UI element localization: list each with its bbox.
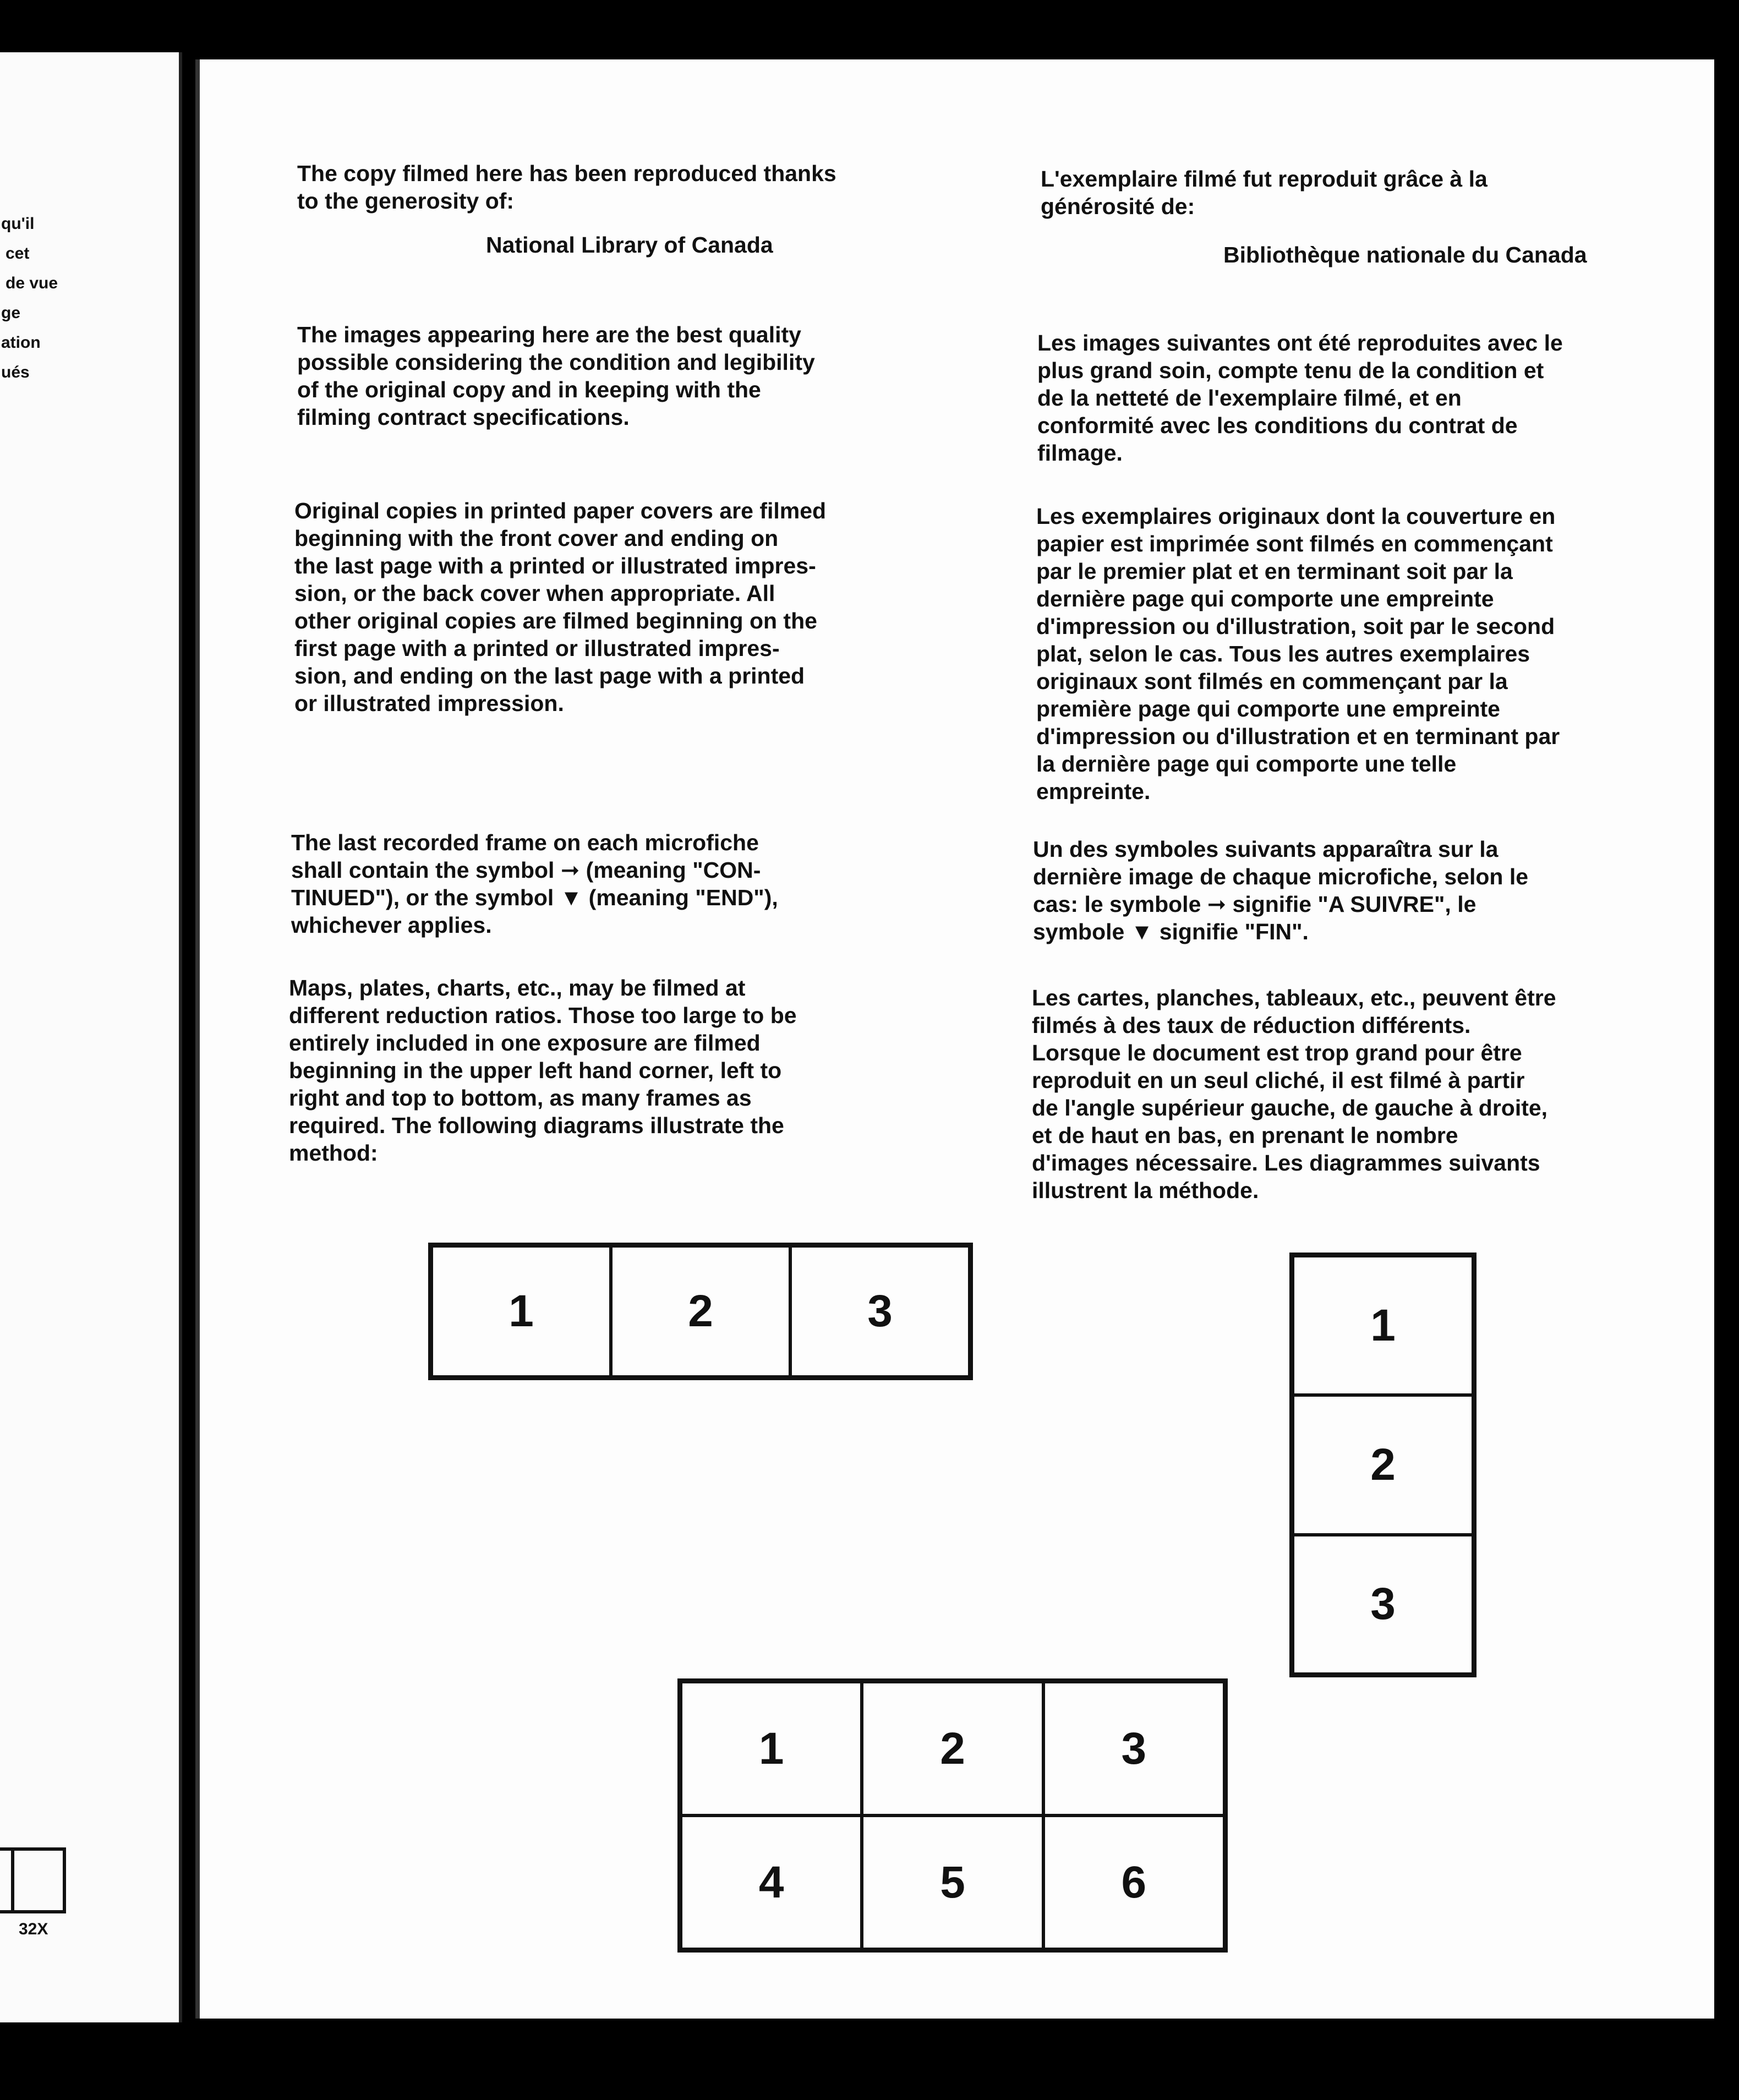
left-fragment: de vue (6, 274, 58, 292)
main-page (195, 59, 1714, 2019)
english-paragraph-5: Maps, plates, charts, etc., may be filmed at different reduction ratios. Those too large to be entirely included in one exposure are filmed beginning in the upper left hand corner, left to right and top to bottom, as many frames as required. The following diagrams illustrate the method: (289, 975, 797, 1166)
left-fragment: ation (1, 333, 41, 352)
diagram-column-cell: 1 (1293, 1256, 1473, 1395)
diagram-row-cell: 2 (611, 1246, 790, 1377)
diagram-column (1289, 1253, 1476, 1677)
french-paragraph-4: Un des symboles suivants apparaîtra sur la dernière image de chaque microfiche, selon le cas: le symbole ➞ signifie "A SUIVRE", le symbole ▼ signifie "FIN". (1033, 836, 1529, 944)
left-fragment: cet (6, 244, 30, 262)
left-resolution-box (0, 1847, 66, 1913)
french-paragraph-5: Les cartes, planches, tableaux, etc., peuvent être filmés à des taux de réduction différents. Lorsque le document est trop grand pour être reproduit en un seul cliché, il est filmé à partir de l'angle supérieur gauche, de gauche à droite, et de haut en bas, en prenant le nombre d'images nécessaire. Les diagrammes suivants illustrent la méthode. (1032, 985, 1556, 1203)
diagram-grid-cell: 4 (681, 1815, 862, 1949)
french-paragraph-2: Les images suivantes ont été reproduites avec le plus grand soin, compte tenu de la condition et de la netteté de l'exemplaire filmé, et en conformité avec les conditions du contrat de filmage. (1037, 330, 1563, 466)
french-paragraph-1: L'exemplaire filmé fut reproduit grâce à la générosité de: (1041, 166, 1488, 219)
left-resolution-label: 32X (19, 1920, 48, 1938)
diagram-grid-cell: 2 (862, 1682, 1043, 1815)
french-library-name: Bibliothèque nationale du Canada (1223, 242, 1587, 267)
diagram-column-cell: 3 (1293, 1535, 1473, 1674)
english-paragraph-1: The copy filmed here has been reproduced thanks to the generosity of: (297, 161, 836, 214)
left-fragment: ués (1, 363, 30, 381)
left-fragment: ge (1, 304, 21, 322)
left-text-fragments (0, 209, 58, 387)
diagram-grid-cell: 6 (1043, 1815, 1224, 1949)
english-paragraph-2: The images appearing here are the best quality possible considering the condition and legibility of the original copy and in keeping with the filming contract specifications. (297, 322, 815, 430)
left-partial-page (0, 52, 182, 2022)
diagram-grid-cell: 5 (862, 1815, 1043, 1949)
french-paragraph-3: Les exemplaires originaux dont la couverture en papier est imprimée sont filmés en commençant par le premier plat et en terminant soit par la dernière page qui comporte une empreinte d'impression ou d'illustration, soit par le second plat, selon le cas. Tous les autres exemplaires originaux sont filmés en commençant par la première page qui comporte une empreinte d'impression ou d'illustration et en terminant par la dernière page qui comporte une telle empreinte. (1036, 504, 1560, 804)
left-fragment: qu'il (1, 215, 35, 233)
english-paragraph-3: Original copies in printed paper covers are filmed beginning with the front cover and ending on the last page with a printed or illustrated impres- sion, or the back cover when appropriate. All other original copies are filmed beginning on the first page with a printed or illustrated impres- sion, and ending on the last page with a printed or illustrated impression. (294, 498, 827, 716)
diagram-grid (677, 1678, 1228, 1953)
diagram-row (428, 1243, 973, 1380)
diagram-grid-cell: 1 (681, 1682, 862, 1815)
english-library-name: National Library of Canada (486, 232, 773, 258)
diagram-row-cell: 3 (790, 1246, 970, 1377)
diagram-row-cell: 1 (431, 1246, 611, 1377)
diagram-grid-cell: 3 (1043, 1682, 1224, 1815)
diagram-column-cell: 2 (1293, 1395, 1473, 1534)
english-paragraph-4: The last recorded frame on each microfiche shall contain the symbol ➞ (meaning "CON- TINUED"), or the symbol ▼ (meaning "END"), whichever applies. (291, 830, 778, 938)
